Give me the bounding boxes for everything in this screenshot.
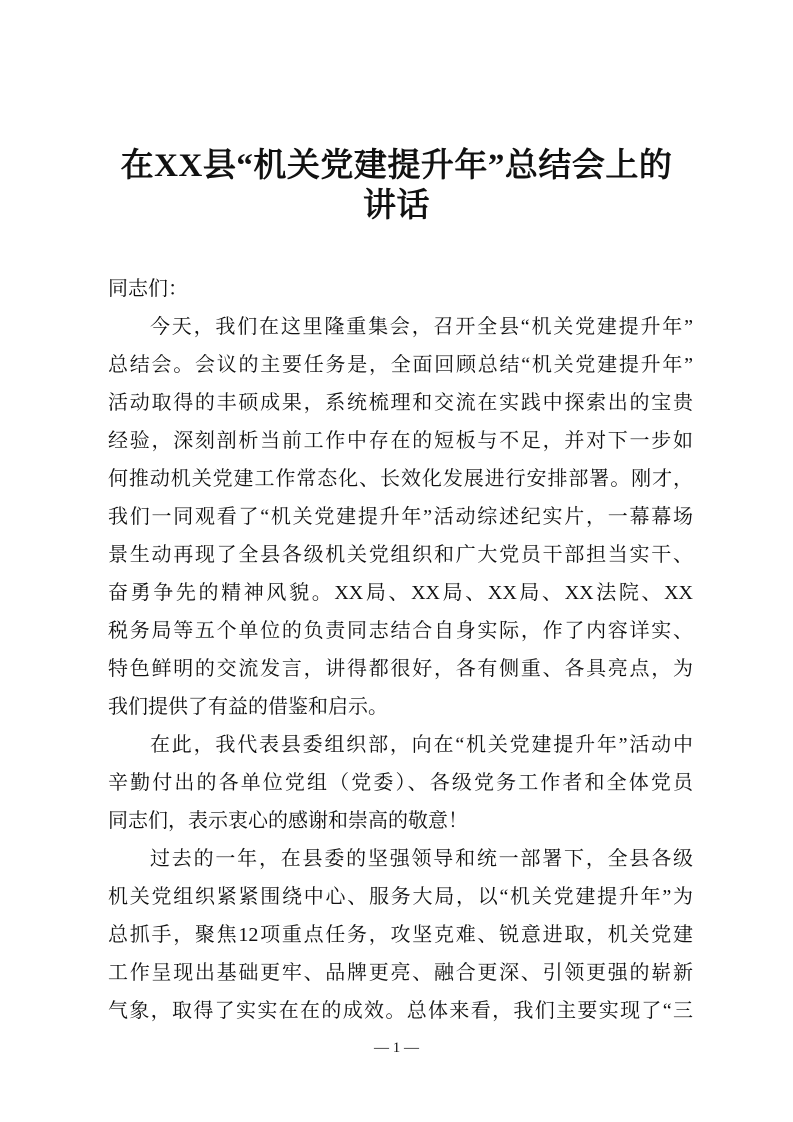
paragraph-line: 气象，取得了实实在在的成效。总体来看，我们主要实现了“三 (108, 1000, 693, 1022)
paragraph-line: 活动取得的丰硕成果，系统梳理和交流在实践中探索出的宝贵 (108, 392, 693, 414)
title-line-2: 讲话 (363, 188, 430, 224)
page-number: — 1 — (374, 1040, 419, 1056)
paragraph-line: 同志们，表示衷心的感谢和崇高的敬意！ (108, 810, 468, 832)
paragraph (108, 726, 693, 840)
paragraph-line: 辛勤付出的各单位党组（党委）、各级党务工作者和全体党员 (108, 772, 693, 794)
paragraph-line: 经验，深刻剖析当前工作中存在的短板与不足，并对下一步如 (108, 430, 693, 452)
paragraph-line: 景生动再现了全县各级机关党组织和广大党员干部担当实干、 (108, 544, 693, 566)
paragraph (108, 308, 693, 726)
paragraph-line: 过去的一年，在县委的坚强领导和统一部署下，全县各级 (150, 848, 693, 870)
document-body (108, 270, 693, 1030)
paragraph-line: 工作呈现出基础更牢、品牌更亮、融合更深、引领更强的崭新 (108, 962, 693, 984)
paragraph-line: 总抓手，聚焦12项重点任务，攻坚克难、锐意进取，机关党建 (108, 924, 693, 946)
paragraph (108, 840, 693, 1030)
paragraph-line: 机关党组织紧紧围绕中心、服务大局，以“机关党建提升年”为 (108, 886, 693, 908)
title-line-1: 在XX县“机关党建提升年”总结会上的 (120, 148, 673, 184)
paragraph-line: 我们提供了有益的借鉴和启示。 (108, 696, 388, 718)
paragraph-line: 税务局等五个单位的负责同志结合自身实际，作了内容详实、 (108, 620, 693, 642)
paragraph-line: 何推动机关党建工作常态化、长效化发展进行安排部署。刚才， (108, 468, 693, 490)
paragraph-line: 我们一同观看了“机关党建提升年”活动综述纪实片，一幕幕场 (108, 506, 693, 528)
paragraph-line: 奋勇争先的精神风貌。XX局、XX局、XX局、XX法院、XX (108, 582, 693, 604)
paragraph-line: 总结会。会议的主要任务是，全面回顾总结“机关党建提升年” (108, 354, 693, 376)
document-title (100, 146, 693, 226)
paragraph-line: 特色鲜明的交流发言，讲得都很好，各有侧重、各具亮点，为 (108, 658, 693, 680)
paragraph-line: 今天，我们在这里隆重集会，召开全县“机关党建提升年” (150, 316, 693, 338)
salutation: 同志们： (108, 278, 188, 300)
paragraph-line: 在此，我代表县委组织部，向在“机关党建提升年”活动中 (150, 734, 693, 756)
